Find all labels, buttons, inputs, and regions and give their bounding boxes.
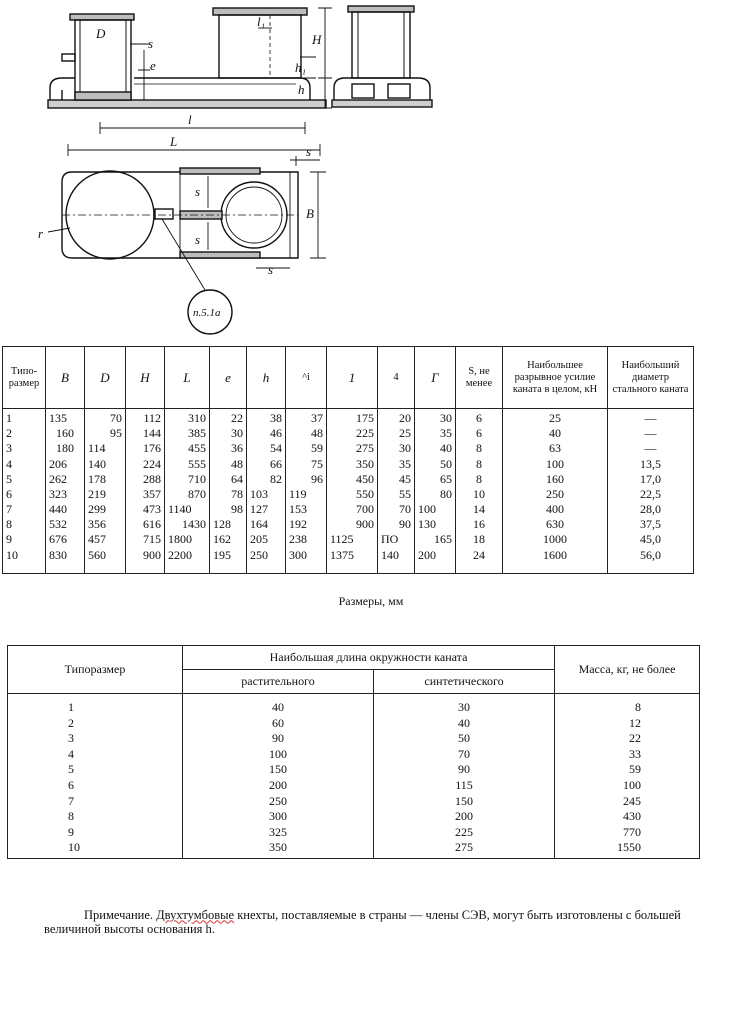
cell: 36 <box>210 441 247 456</box>
cell: 20 <box>378 409 415 427</box>
cell: 6 <box>456 426 503 441</box>
cell: 238 <box>286 532 327 547</box>
table-row <box>8 809 700 825</box>
cell: 8 <box>555 694 700 716</box>
cell: 40 <box>374 716 555 732</box>
label-s-top: s <box>148 36 154 51</box>
cell: 95 <box>85 426 126 441</box>
cell: 160 <box>46 426 85 441</box>
cell: 357 <box>126 487 165 502</box>
cell: 1550 <box>555 840 700 858</box>
cell: 4 <box>8 747 183 763</box>
cell: 100 <box>415 502 456 517</box>
cell: 45,0 <box>608 532 694 547</box>
label-B: B <box>306 206 314 221</box>
cell: 550 <box>327 487 378 502</box>
cell: 9 <box>3 532 46 547</box>
cell: 1800 <box>165 532 210 547</box>
cell: 66 <box>247 457 286 472</box>
col-l: 1 <box>327 347 378 409</box>
cell: 3 <box>3 441 46 456</box>
cell: 35 <box>378 457 415 472</box>
cell: 225 <box>374 825 555 841</box>
cell: 555 <box>165 457 210 472</box>
cell: 275 <box>374 840 555 858</box>
cell: 65 <box>415 472 456 487</box>
cell: 200 <box>183 778 374 794</box>
cell: 63 <box>503 441 608 456</box>
cell: 100 <box>555 778 700 794</box>
cell: 310 <box>165 409 210 427</box>
cell: 10 <box>3 548 46 574</box>
label-ref: п.5.1а <box>193 307 221 319</box>
cell: 300 <box>183 809 374 825</box>
cell: — <box>608 409 694 427</box>
cell: 457 <box>85 532 126 547</box>
label-s-upper: s <box>195 184 201 199</box>
cell: 8 <box>3 517 46 532</box>
col-h: h <box>247 347 286 409</box>
dimensions-table <box>2 346 694 574</box>
footnote <box>44 908 684 936</box>
cell: 35 <box>415 426 456 441</box>
table-row <box>8 762 700 778</box>
cell: 17,0 <box>608 472 694 487</box>
cell: 70 <box>378 502 415 517</box>
cell: 25 <box>503 409 608 427</box>
col-L: L <box>165 347 210 409</box>
label-h1: h₁ <box>295 60 307 75</box>
table-row <box>3 502 694 517</box>
rope-mass-table <box>7 645 700 859</box>
cell: 473 <box>126 502 165 517</box>
cell: 64 <box>210 472 247 487</box>
cell: 178 <box>85 472 126 487</box>
cell: 18 <box>456 532 503 547</box>
cell: 299 <box>85 502 126 517</box>
cell: 350 <box>327 457 378 472</box>
table-row <box>3 409 694 427</box>
units-caption: Размеры, мм <box>338 594 404 608</box>
footnote-underlined-word: Двухтумбовые <box>156 907 235 922</box>
cell: 8 <box>456 472 503 487</box>
cell: 24 <box>456 548 503 574</box>
cell: 119 <box>286 487 327 502</box>
table-row <box>3 517 694 532</box>
col-vegetable: растительного <box>183 670 374 694</box>
cell: 262 <box>46 472 85 487</box>
cell: 440 <box>46 502 85 517</box>
cell: 112 <box>126 409 165 427</box>
table-row <box>3 441 694 456</box>
cell: 144 <box>126 426 165 441</box>
cell: 288 <box>126 472 165 487</box>
label-e: e <box>150 58 156 73</box>
cell: 200 <box>415 548 456 574</box>
cell: 55 <box>378 487 415 502</box>
cell: 6 <box>3 487 46 502</box>
cell: 715 <box>126 532 165 547</box>
cell: 8 <box>456 457 503 472</box>
cell: 300 <box>286 548 327 574</box>
cell: 10 <box>8 840 183 858</box>
cell: 30 <box>210 426 247 441</box>
cell: 2200 <box>165 548 210 574</box>
cell: 115 <box>374 778 555 794</box>
col-synthetic: синтетического <box>374 670 555 694</box>
cell: 150 <box>183 762 374 778</box>
cell: 5 <box>3 472 46 487</box>
cell: 1125 <box>327 532 378 547</box>
cell: 50 <box>374 731 555 747</box>
cell: — <box>608 441 694 456</box>
cell: 710 <box>165 472 210 487</box>
cell: 33 <box>555 747 700 763</box>
table-row <box>8 716 700 732</box>
cell: 5 <box>8 762 183 778</box>
cell: 37,5 <box>608 517 694 532</box>
cell: 9 <box>8 825 183 841</box>
cell: 400 <box>503 502 608 517</box>
cell: 40 <box>183 694 374 716</box>
table-row <box>8 694 700 716</box>
cell: 60 <box>183 716 374 732</box>
cell: 10 <box>456 487 503 502</box>
cell: 135 <box>46 409 85 427</box>
cell: 430 <box>555 809 700 825</box>
cell: 90 <box>378 517 415 532</box>
cell: 100 <box>503 457 608 472</box>
cell: 22,5 <box>608 487 694 502</box>
cell: 1430 <box>165 517 210 532</box>
label-L: L <box>170 134 178 149</box>
footnote-prefix: Примечание. <box>84 907 157 922</box>
cell: 98 <box>210 502 247 517</box>
cell: 22 <box>210 409 247 427</box>
cell: 195 <box>210 548 247 574</box>
cell: 80 <box>415 487 456 502</box>
cell: 225 <box>327 426 378 441</box>
cell: 114 <box>85 441 126 456</box>
col-size: Типоразмер <box>8 646 183 694</box>
dimensions-header-row <box>3 347 694 409</box>
col-H: H <box>126 347 165 409</box>
label-s-bottom: s <box>268 262 274 277</box>
label-r: r <box>38 226 44 241</box>
cell: 130 <box>415 517 456 532</box>
cell: 1600 <box>503 548 608 574</box>
col-e: e <box>210 347 247 409</box>
table-row <box>8 840 700 858</box>
cell: 6 <box>8 778 183 794</box>
cell: 2 <box>3 426 46 441</box>
col-l1: 4 <box>378 347 415 409</box>
cell: 180 <box>46 441 85 456</box>
cell: 900 <box>126 548 165 574</box>
cell: 770 <box>555 825 700 841</box>
label-l: l <box>188 112 192 127</box>
cell: 325 <box>183 825 374 841</box>
cell: 275 <box>327 441 378 456</box>
col-B: B <box>46 347 85 409</box>
table-row <box>3 472 694 487</box>
table-row <box>8 747 700 763</box>
col-s: S, не менее <box>456 347 503 409</box>
cell: 250 <box>503 487 608 502</box>
cell: 140 <box>378 548 415 574</box>
cell: 54 <box>247 441 286 456</box>
cell: 50 <box>415 457 456 472</box>
cell: 70 <box>85 409 126 427</box>
cell: 450 <box>327 472 378 487</box>
cell: 224 <box>126 457 165 472</box>
cell: 48 <box>286 426 327 441</box>
cell: 40 <box>503 426 608 441</box>
cell: 560 <box>85 548 126 574</box>
table-row <box>3 532 694 547</box>
cell: 30 <box>374 694 555 716</box>
footnote-text: кнехты, поставляемые в страны — члены СЭВ, могут быть изготовлены с большей величиной высоты основания h. <box>44 907 681 936</box>
cell: 59 <box>555 762 700 778</box>
cell: 128 <box>210 517 247 532</box>
cell: 162 <box>210 532 247 547</box>
cell: 30 <box>378 441 415 456</box>
cell: 160 <box>503 472 608 487</box>
cell: 70 <box>374 747 555 763</box>
cell: 90 <box>183 731 374 747</box>
cell: 90 <box>374 762 555 778</box>
cell: 385 <box>165 426 210 441</box>
cell: 676 <box>46 532 85 547</box>
cell: 205 <box>247 532 286 547</box>
cell: 48 <box>210 457 247 472</box>
cell: 164 <box>247 517 286 532</box>
label-h: h <box>298 82 305 97</box>
cell: 22 <box>555 731 700 747</box>
cell: 45 <box>378 472 415 487</box>
cell: 192 <box>286 517 327 532</box>
cell: 870 <box>165 487 210 502</box>
cell: 900 <box>327 517 378 532</box>
col-breaking-force: Наибольшее разрывное усилие каната в целом, кН <box>503 347 608 409</box>
cell: 14 <box>456 502 503 517</box>
cell: 30 <box>415 409 456 427</box>
cell: 245 <box>555 794 700 810</box>
cell: 78 <box>210 487 247 502</box>
cell: 46 <box>247 426 286 441</box>
cell: 8 <box>456 441 503 456</box>
cell: 6 <box>456 409 503 427</box>
label-D: D <box>96 26 106 41</box>
cell: 13,5 <box>608 457 694 472</box>
cell: 350 <box>183 840 374 858</box>
table-row <box>3 426 694 441</box>
cell: 356 <box>85 517 126 532</box>
cell: 250 <box>247 548 286 574</box>
cell: 7 <box>3 502 46 517</box>
col-D: D <box>85 347 126 409</box>
cell: 100 <box>183 747 374 763</box>
cell: 1140 <box>165 502 210 517</box>
cell: 1 <box>3 409 46 427</box>
cell: 140 <box>85 457 126 472</box>
col-h1: ^i <box>286 347 327 409</box>
cell: 37 <box>286 409 327 427</box>
cell: 3 <box>8 731 183 747</box>
cell: 82 <box>247 472 286 487</box>
bollard-drawing <box>0 0 742 340</box>
cell: 455 <box>165 441 210 456</box>
cell: 2 <box>8 716 183 732</box>
cell: 1000 <box>503 532 608 547</box>
cell: 700 <box>327 502 378 517</box>
cell: 250 <box>183 794 374 810</box>
table-row <box>8 825 700 841</box>
cell: 150 <box>374 794 555 810</box>
table-row <box>8 794 700 810</box>
col-r: Г <box>415 347 456 409</box>
cell: 16 <box>456 517 503 532</box>
table2-header-row <box>8 646 700 670</box>
cell: 40 <box>415 441 456 456</box>
cell: 206 <box>46 457 85 472</box>
table-row <box>8 731 700 747</box>
cell: 38 <box>247 409 286 427</box>
cell: 4 <box>3 457 46 472</box>
table-row <box>3 457 694 472</box>
cell: 153 <box>286 502 327 517</box>
cell: 219 <box>85 487 126 502</box>
cell: 165 <box>415 532 456 547</box>
cell: 1 <box>8 694 183 716</box>
cell: 75 <box>286 457 327 472</box>
cell: 176 <box>126 441 165 456</box>
cell: — <box>608 426 694 441</box>
label-s-plan: s <box>306 144 312 159</box>
table-row <box>3 487 694 502</box>
label-H: H <box>312 32 322 47</box>
cell: 12 <box>555 716 700 732</box>
table-row <box>8 778 700 794</box>
col-rope-diameter: Наибольший диаметр стального каната <box>608 347 694 409</box>
cell: 103 <box>247 487 286 502</box>
col-mass: Масса, кг, не более <box>555 646 700 694</box>
cell: 175 <box>327 409 378 427</box>
cell: 830 <box>46 548 85 574</box>
cell: 8 <box>8 809 183 825</box>
cell: 630 <box>503 517 608 532</box>
cell: 323 <box>46 487 85 502</box>
col-length-group: Наибольшая длина окружности каната <box>183 646 555 670</box>
cell: 1375 <box>327 548 378 574</box>
label-l1: l₁ <box>257 14 266 29</box>
cell: 200 <box>374 809 555 825</box>
cell: 616 <box>126 517 165 532</box>
label-s-lower: s <box>195 232 201 247</box>
cell: 59 <box>286 441 327 456</box>
cell: 532 <box>46 517 85 532</box>
cell: 7 <box>8 794 183 810</box>
cell: 127 <box>247 502 286 517</box>
col-size: Типо-размер <box>3 347 46 409</box>
cell: 25 <box>378 426 415 441</box>
cell: 96 <box>286 472 327 487</box>
cell: 28,0 <box>608 502 694 517</box>
cell: 56,0 <box>608 548 694 574</box>
table-row <box>3 548 694 574</box>
cell: ПО <box>378 532 415 547</box>
